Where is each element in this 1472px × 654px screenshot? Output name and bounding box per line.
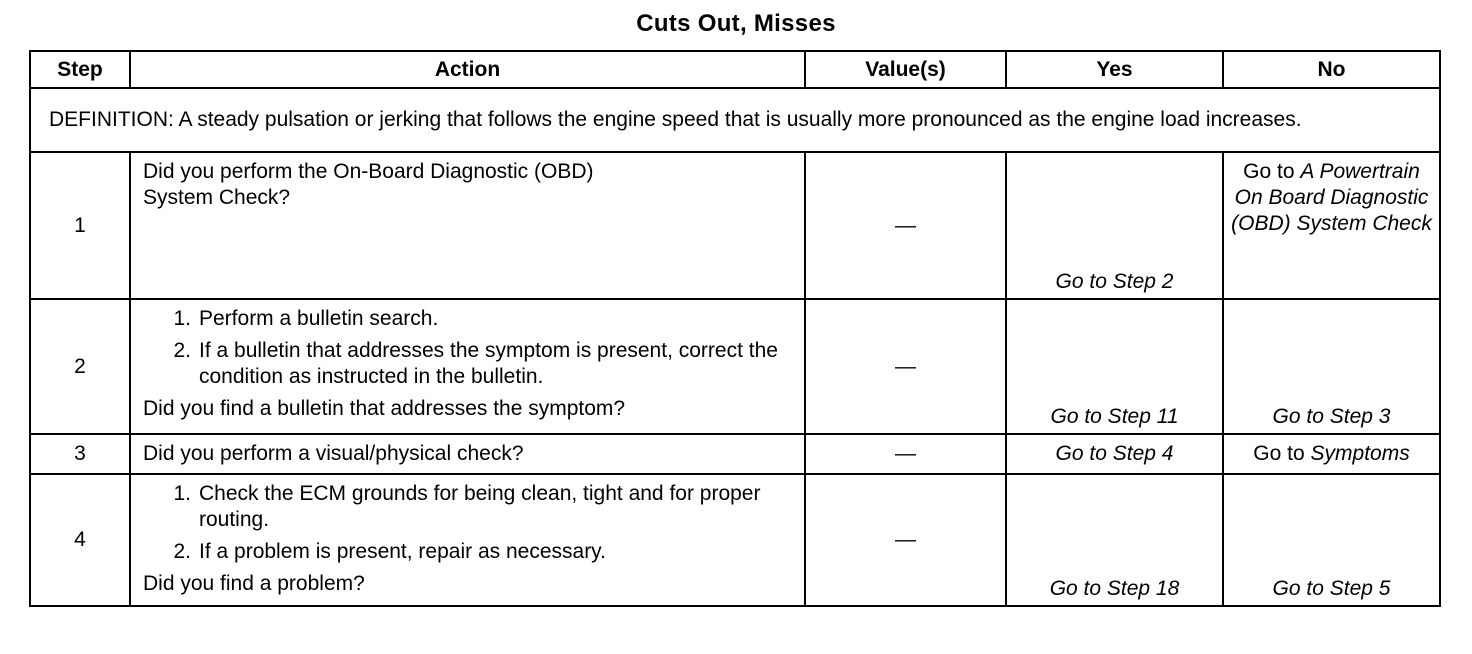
yes-link[interactable]: Go to Step 18 xyxy=(1006,474,1223,606)
diagnostic-table xyxy=(29,50,1441,607)
no-prefix: Go to xyxy=(1243,160,1295,183)
table-row xyxy=(30,152,1440,299)
no-link[interactable] xyxy=(1223,434,1440,474)
yes-link[interactable]: Go to Step 2 xyxy=(1006,152,1223,299)
value-cell: — xyxy=(805,299,1006,434)
no-link[interactable]: Go to Step 5 xyxy=(1223,474,1440,606)
list-item: 1. Perform a bulletin search. xyxy=(173,307,439,330)
no-link[interactable]: Go to Step 3 xyxy=(1223,299,1440,434)
page-title: Cuts Out, Misses xyxy=(636,10,836,37)
value-cell: — xyxy=(805,434,1006,474)
value-cell: — xyxy=(805,152,1006,299)
definition-text: DEFINITION: A steady pulsation or jerking that follows the engine speed that is usually more pronounced as the engine load increases. xyxy=(30,88,1440,152)
header-action: Action xyxy=(130,51,805,88)
action-cell xyxy=(130,474,805,606)
no-target: Symptoms xyxy=(1310,442,1410,465)
action-cell xyxy=(130,152,805,299)
table-row xyxy=(30,299,1440,434)
header-step: Step xyxy=(30,51,130,88)
no-prefix: Go to xyxy=(1253,442,1305,465)
list-item: 1. Check the ECM grounds for being clean, tight and for proper routing. xyxy=(173,482,761,531)
action-question: Did you perform a visual/physical check? xyxy=(143,442,524,465)
action-steps xyxy=(143,481,794,565)
action-steps xyxy=(143,306,794,390)
list-item: 2. If a bulletin that addresses the symptom is present, correct the condition as instructed in the bulletin. xyxy=(173,339,778,388)
table-header-row xyxy=(30,51,1440,88)
step-number: 3 xyxy=(30,434,130,474)
definition-row xyxy=(30,88,1440,152)
action-cell xyxy=(130,299,805,434)
step-number: 2 xyxy=(30,299,130,434)
header-yes: Yes xyxy=(1006,51,1223,88)
action-question: Did you perform the On-Board Diagnostic (OBD) System Check? xyxy=(143,160,594,209)
header-values: Value(s) xyxy=(805,51,1006,88)
action-cell xyxy=(130,434,805,474)
header-no: No xyxy=(1223,51,1440,88)
no-link[interactable] xyxy=(1223,152,1440,299)
value-cell: — xyxy=(805,474,1006,606)
yes-link[interactable]: Go to Step 11 xyxy=(1006,299,1223,434)
list-item: 2. If a problem is present, repair as necessary. xyxy=(173,540,606,563)
no-target: A Powertrain On Board Diagnostic (OBD) System Check xyxy=(1231,160,1432,235)
table-row xyxy=(30,474,1440,606)
step-number: 1 xyxy=(30,152,130,299)
action-question: Did you find a bulletin that addresses the symptom? xyxy=(143,397,626,420)
yes-link[interactable]: Go to Step 4 xyxy=(1006,434,1223,474)
action-question: Did you find a problem? xyxy=(143,572,365,595)
step-number: 4 xyxy=(30,474,130,606)
table-row xyxy=(30,434,1440,474)
